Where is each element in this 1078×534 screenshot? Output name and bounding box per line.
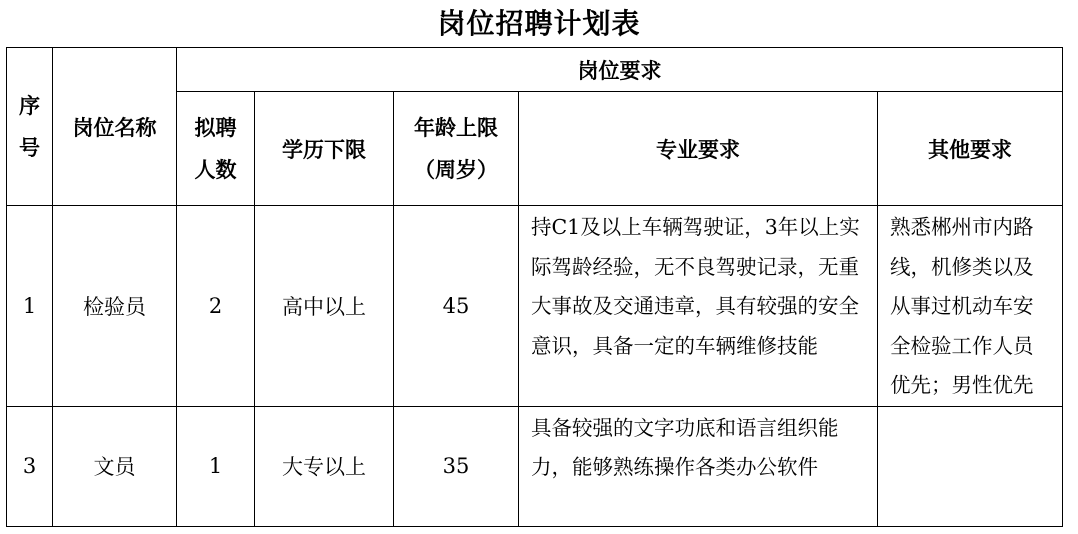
- header-other: 其他要求: [878, 92, 1063, 206]
- header-major: 专业要求: [519, 92, 878, 206]
- cell-seq: 1: [7, 206, 53, 407]
- cell-other: [878, 406, 1063, 526]
- cell-education: 大专以上: [255, 406, 394, 526]
- header-age-limit: [394, 92, 519, 206]
- cell-education: 高中以上: [255, 206, 394, 407]
- cell-major: 具备较强的文字功底和语言组织能力，能够熟练操作各类办公软件: [519, 406, 878, 526]
- table-row: [7, 206, 1063, 407]
- cell-age: 45: [394, 206, 519, 407]
- page-title: 岗位招聘计划表: [437, 7, 641, 40]
- header-row-group: [7, 48, 1063, 92]
- cell-headcount: 2: [177, 206, 255, 407]
- header-seq-line1: 序: [19, 92, 40, 118]
- header-age-line1: 年龄上限: [414, 114, 498, 140]
- header-position-name: 岗位名称: [53, 48, 177, 206]
- cell-other: 熟悉郴州市内路线，机修类以及从事过机动车安全检验工作人员优先；男性优先: [878, 206, 1063, 407]
- cell-age: 35: [394, 406, 519, 526]
- table-row: [7, 406, 1063, 526]
- cell-seq: 3: [7, 406, 53, 526]
- cell-name: 文员: [53, 406, 177, 526]
- header-headcount: [177, 92, 255, 206]
- header-education: 学历下限: [255, 92, 394, 206]
- cell-name: 检验员: [53, 206, 177, 407]
- header-seq: [7, 48, 53, 206]
- header-headcount-line1: 拟聘: [194, 114, 237, 140]
- header-seq-line2: 号: [19, 134, 40, 160]
- header-age-line2: （周岁）: [414, 156, 498, 182]
- cell-headcount: 1: [177, 406, 255, 526]
- recruitment-plan-table: [6, 47, 1063, 527]
- cell-major: 持C1及以上车辆驾驶证，3年以上实际驾龄经验，无不良驾驶记录，无重大事故及交通违章，具有较强的安全意识，具备一定的车辆维修技能: [519, 206, 878, 407]
- header-position-requirements: 岗位要求: [177, 48, 1063, 92]
- header-headcount-line2: 人数: [194, 156, 237, 182]
